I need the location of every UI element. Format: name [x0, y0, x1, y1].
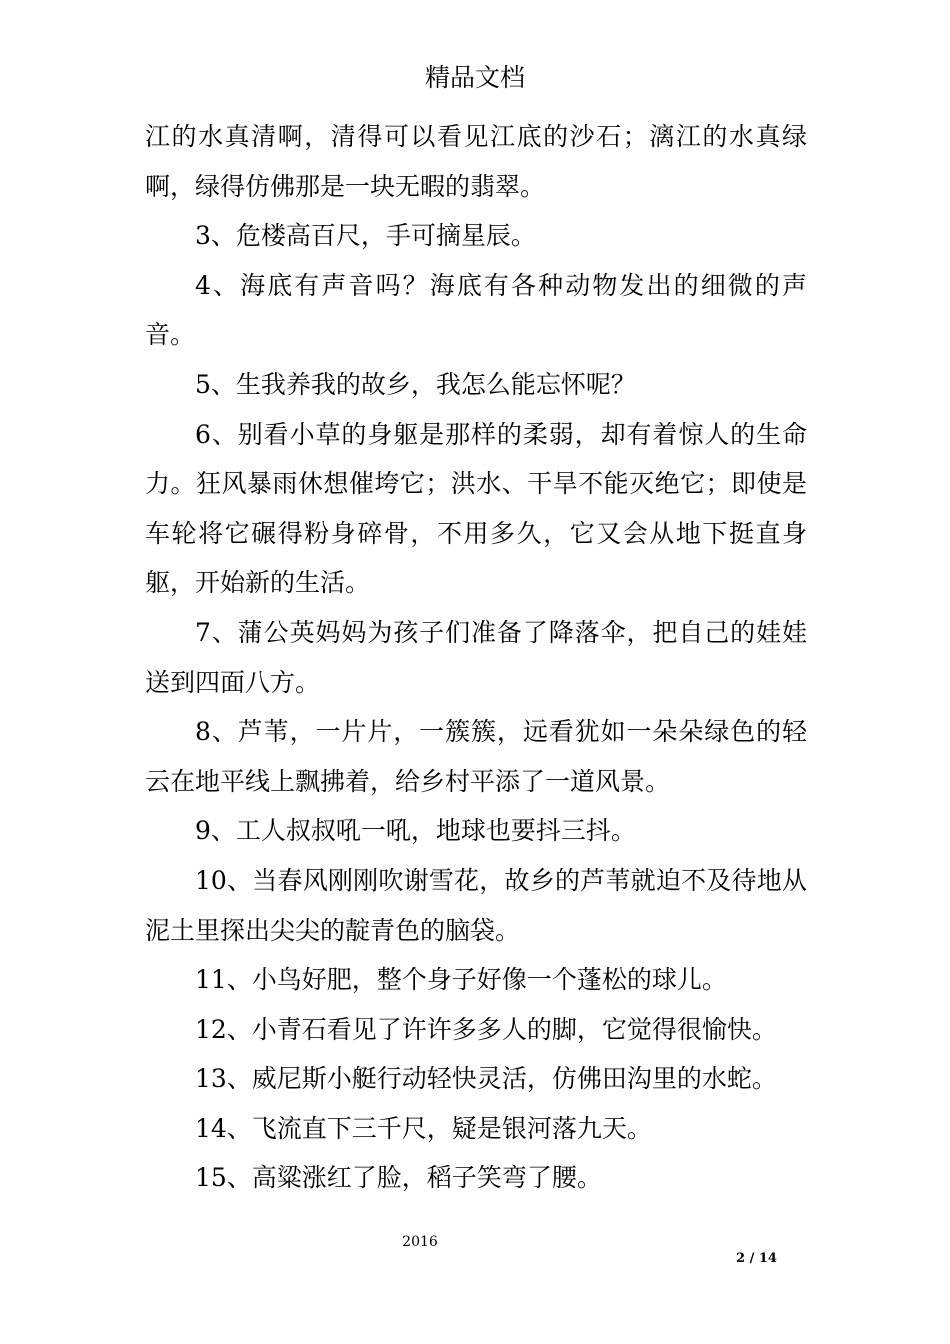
paragraph-item-10: 10、当春风刚刚吹谢雪花，故乡的芦苇就迫不及待地从泥土里探出尖尖的靛青色的脑袋。: [145, 865, 807, 945]
paragraph-item-3: 3、危楼高百尺，手可摘星辰。: [195, 221, 536, 251]
paragraph-item-9: 9、工人叔叔吼一吼，地球也要抖三抖。: [195, 816, 636, 846]
paragraph-item-15: 15、高粱涨红了脸，稻子笑弯了腰。: [195, 1163, 602, 1193]
paragraph-item-6: 6、别看小草的身躯是那样的柔弱，却有着惊人的生命力。狂风暴雨休想催垮它；洪水、干旱不能灭绝它；即使是车轮将它碾得粉身碎骨，不用多久，它又会从地下挺直身躯，开始新的生活。: [145, 419, 807, 598]
footer-year: 2016: [402, 1234, 438, 1250]
paragraph-item-8: 8、芦苇，一片片，一簇簇，远看犹如一朵朵绿色的轻云在地平线上飘拂着，给乡村平添了一道风景。: [145, 717, 807, 796]
paragraph-item-4: 4、海底有声音吗？海底有各种动物发出的细微的声音。: [145, 270, 807, 350]
paragraph-item-14: 14、飞流直下三千尺，疑是银河落九天。: [195, 1113, 652, 1143]
document-body: [145, 112, 807, 1203]
paragraph-continuation: 江的水真清啊，清得可以看见江底的沙石；漓江的水真绿啊，绿得仿佛那是一块无暇的翡翠。: [145, 122, 807, 201]
paragraph-item-13: 13、威尼斯小艇行动轻快灵活，仿佛田沟里的水蛇。: [195, 1064, 777, 1094]
page-number: 2 / 14: [736, 1251, 777, 1266]
paragraph-item-11: 11、小鸟好肥，整个身子好像一个蓬松的球儿。: [195, 965, 727, 995]
paragraph-item-12: 12、小青石看见了许许多多人的脚，它觉得很愉快。: [195, 1014, 777, 1044]
paragraph-item-7: 7、蒲公英妈妈为孩子们准备了降落伞，把自己的娃娃送到四面八方。: [145, 617, 807, 697]
page-header-title: 精品文档: [424, 63, 525, 92]
paragraph-item-5: 5、生我养我的故乡，我怎么能忘怀呢？: [195, 369, 636, 399]
